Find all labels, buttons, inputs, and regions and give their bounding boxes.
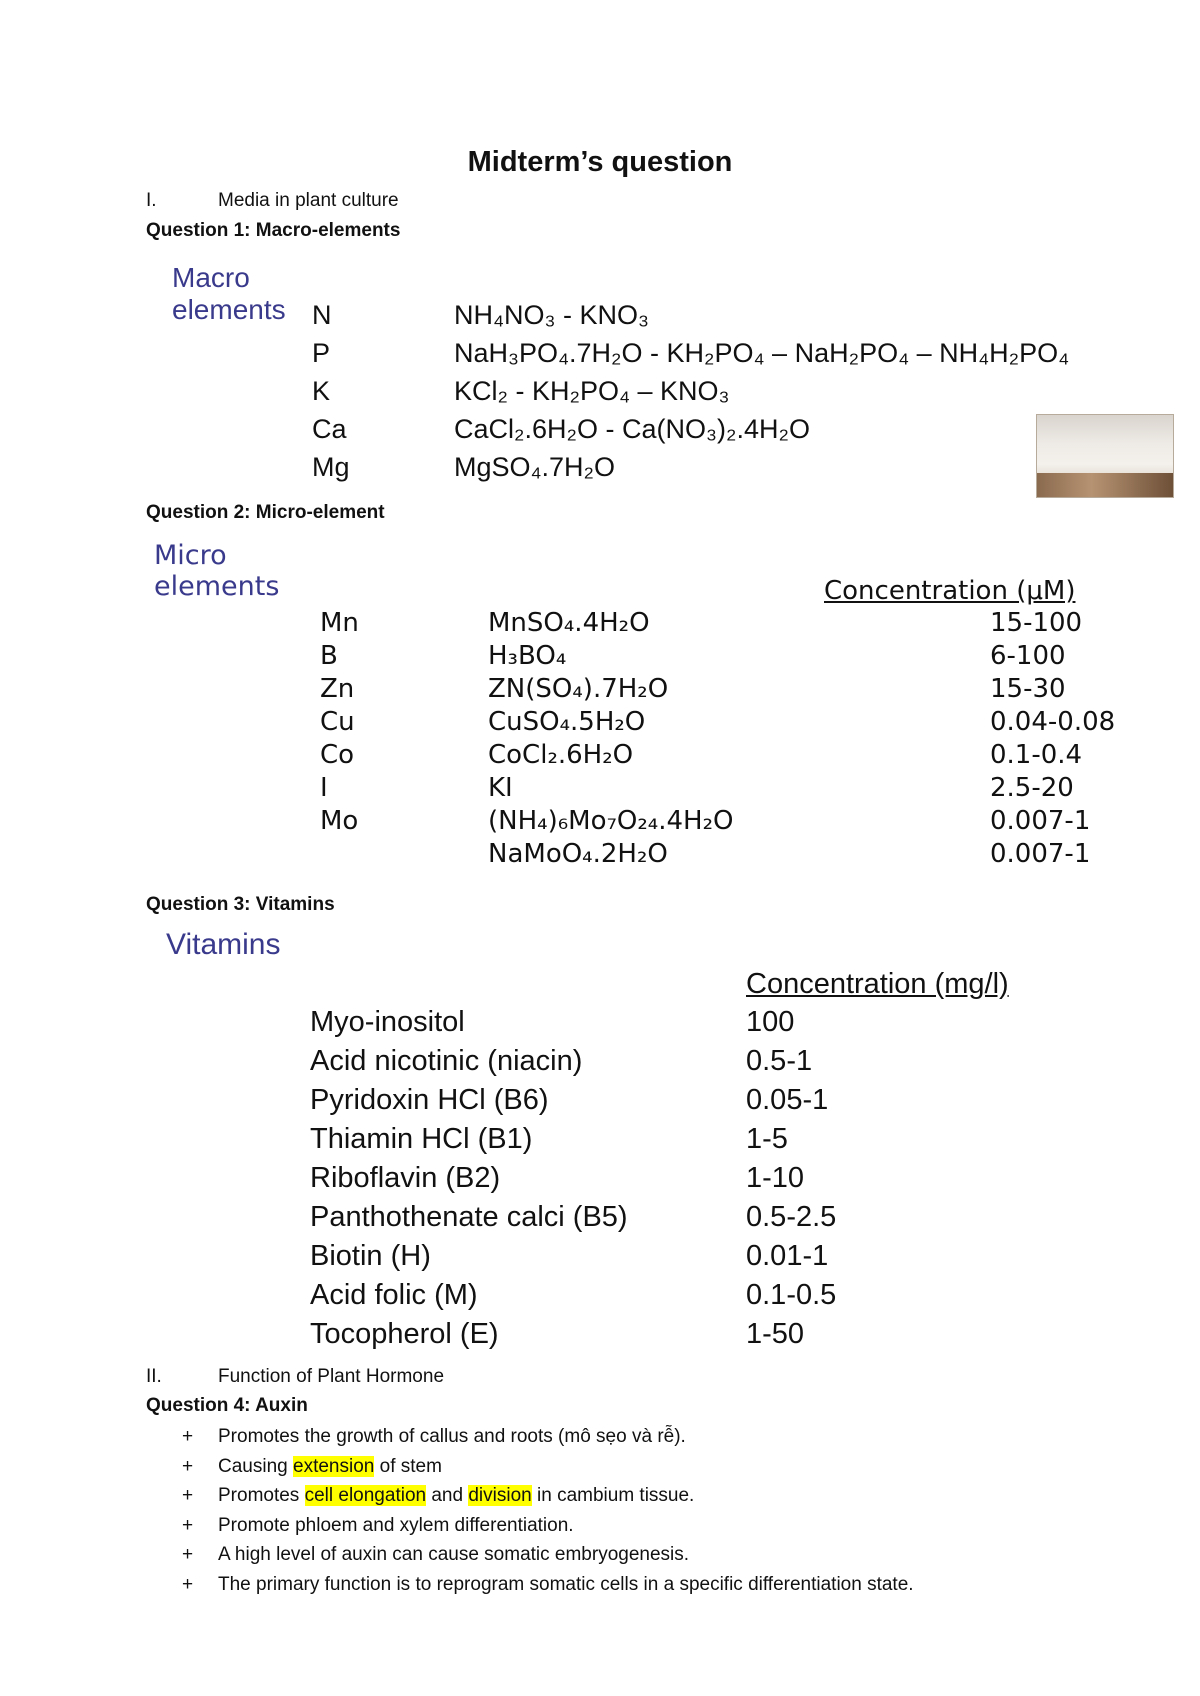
- section-number: I.: [146, 190, 157, 211]
- bullet-text: of stem: [374, 1455, 442, 1477]
- element-formula: ZN(SO₄).7H₂O: [488, 674, 669, 704]
- bullet-mark: +: [182, 1514, 194, 1536]
- element-formula: MnSO₄.4H₂O: [488, 608, 650, 638]
- concentration-header: Concentration (μM): [824, 576, 1076, 606]
- element-formula: NaH₃PO₄.7H₂O - KH₂PO₄ – NaH₂PO₄ – NH₄H₂PO₄: [454, 338, 1070, 368]
- vitamin-concentration: 1-5: [746, 1123, 788, 1155]
- list-item: [182, 1481, 1082, 1511]
- element-concentration: 0.1-0.4: [990, 740, 1083, 770]
- vitamin-name: Myo-inositol: [310, 1006, 465, 1038]
- figure-title: Vitamins: [166, 928, 281, 961]
- element-formula: CuSO₄.5H₂O: [488, 707, 646, 737]
- element-concentration: 15-100: [990, 608, 1083, 638]
- element-concentration: 0.007-1: [990, 806, 1091, 836]
- element-concentration: 15-30: [990, 674, 1066, 704]
- element-symbol: Cu: [320, 707, 355, 737]
- page-title: Midterm’s question: [467, 146, 733, 178]
- element-formula: KI: [488, 773, 513, 803]
- highlighted-text: division: [468, 1485, 532, 1506]
- vitamin-concentration: 0.5-1: [746, 1045, 813, 1077]
- auxin-bullet-list: [182, 1422, 1082, 1599]
- element-symbol: Ca: [312, 414, 347, 444]
- element-symbol: Mo: [320, 806, 359, 836]
- vitamin-name: Pyridoxin HCl (B6): [310, 1084, 549, 1116]
- bullet-text: Causing: [218, 1455, 293, 1477]
- element-formula: CoCl₂.6H₂O: [488, 740, 634, 770]
- vitamin-concentration: 0.1-0.5: [746, 1279, 837, 1311]
- question-3-heading: Question 3: Vitamins: [146, 894, 335, 915]
- vitamin-name: Acid folic (M): [310, 1279, 478, 1311]
- element-concentration: 0.007-1: [990, 839, 1091, 869]
- highlighted-text: cell elongation: [304, 1485, 427, 1506]
- bullet-text: Promotes the growth of callus and roots (mô sẹo và rễ).: [218, 1426, 686, 1447]
- element-symbol: I: [320, 773, 328, 803]
- list-item: [182, 1540, 1082, 1570]
- element-formula: NaMoO₄.2H₂O: [488, 839, 668, 869]
- vitamin-concentration: 0.05-1: [746, 1084, 829, 1116]
- vitamin-concentration: 1-10: [746, 1162, 805, 1194]
- question-2-heading: Question 2: Micro-element: [146, 502, 385, 523]
- vitamin-name: Thiamin HCl (B1): [310, 1123, 533, 1155]
- bullet-mark: +: [182, 1426, 194, 1447]
- bullet-mark: +: [182, 1485, 194, 1506]
- element-concentration: 2.5-20: [990, 773, 1074, 803]
- vitamin-concentration: 0.5-2.5: [746, 1201, 837, 1233]
- section-heading-hormone: [146, 1366, 444, 1388]
- element-symbol: P: [312, 338, 331, 368]
- bullet-mark: +: [182, 1455, 194, 1477]
- element-concentration: 6-100: [990, 641, 1066, 671]
- vitamin-name: Panthothenate calci (B5): [310, 1201, 628, 1233]
- element-symbol: B: [320, 641, 338, 671]
- list-item: [182, 1570, 1082, 1600]
- question-4-heading: Question 4: Auxin: [146, 1395, 308, 1416]
- figure-title: Micro elements: [154, 540, 280, 602]
- element-formula: MgSO₄.7H₂O: [454, 452, 616, 482]
- element-symbol: Zn: [320, 674, 355, 704]
- element-symbol: N: [312, 300, 332, 330]
- section-number: II.: [146, 1366, 162, 1387]
- section-heading-media: [146, 190, 399, 212]
- highlighted-text: extension: [293, 1455, 375, 1477]
- concentration-header: Concentration (mg/l): [746, 968, 1009, 1000]
- vitamin-name: Biotin (H): [310, 1240, 431, 1272]
- vitamin-name: Acid nicotinic (niacin): [310, 1045, 583, 1077]
- figure-title: Macro elements: [172, 262, 286, 325]
- vitamin-name: Riboflavin (B2): [310, 1162, 501, 1194]
- bullet-text: in cambium tissue.: [531, 1485, 695, 1506]
- element-formula: H₃BO₄: [488, 641, 567, 671]
- bullet-text: Promotes: [218, 1485, 305, 1506]
- element-formula: CaCl₂.6H₂O - Ca(NO₃)₂.4H₂O: [454, 414, 810, 444]
- vitamin-concentration: 1-50: [746, 1318, 805, 1350]
- section-label: Media in plant culture: [218, 190, 399, 211]
- bullet-text: The primary function is to reprogram somatic cells in a specific differentiation state.: [218, 1573, 914, 1595]
- room-photo-thumbnail: [1036, 414, 1174, 498]
- list-item: [182, 1422, 1082, 1452]
- bullet-text: and: [426, 1485, 469, 1506]
- element-formula: NH₄NO₃ - KNO₃: [454, 300, 650, 330]
- element-concentration: 0.04-0.08: [990, 707, 1116, 737]
- bullet-text: Promote phloem and xylem differentiation.: [218, 1514, 574, 1536]
- element-symbol: Mg: [312, 452, 350, 482]
- bullet-mark: +: [182, 1573, 194, 1595]
- element-symbol: Co: [320, 740, 355, 770]
- element-symbol: Mn: [320, 608, 359, 638]
- question-1-heading: Question 1: Macro-elements: [146, 220, 401, 241]
- vitamin-concentration: 0.01-1: [746, 1240, 829, 1272]
- element-formula: (NH₄)₆Mo₇O₂₄.4H₂O: [488, 806, 734, 836]
- vitamin-concentration: 100: [746, 1006, 795, 1038]
- element-formula: KCl₂ - KH₂PO₄ – KNO₃: [454, 376, 730, 406]
- element-symbol: K: [312, 376, 331, 406]
- list-item: [182, 1452, 1082, 1482]
- section-label: Function of Plant Hormone: [218, 1366, 445, 1387]
- list-item: [182, 1511, 1082, 1541]
- bullet-mark: +: [182, 1544, 194, 1565]
- bullet-text: A high level of auxin can cause somatic embryogenesis.: [218, 1544, 690, 1565]
- vitamin-name: Tocopherol (E): [310, 1318, 499, 1350]
